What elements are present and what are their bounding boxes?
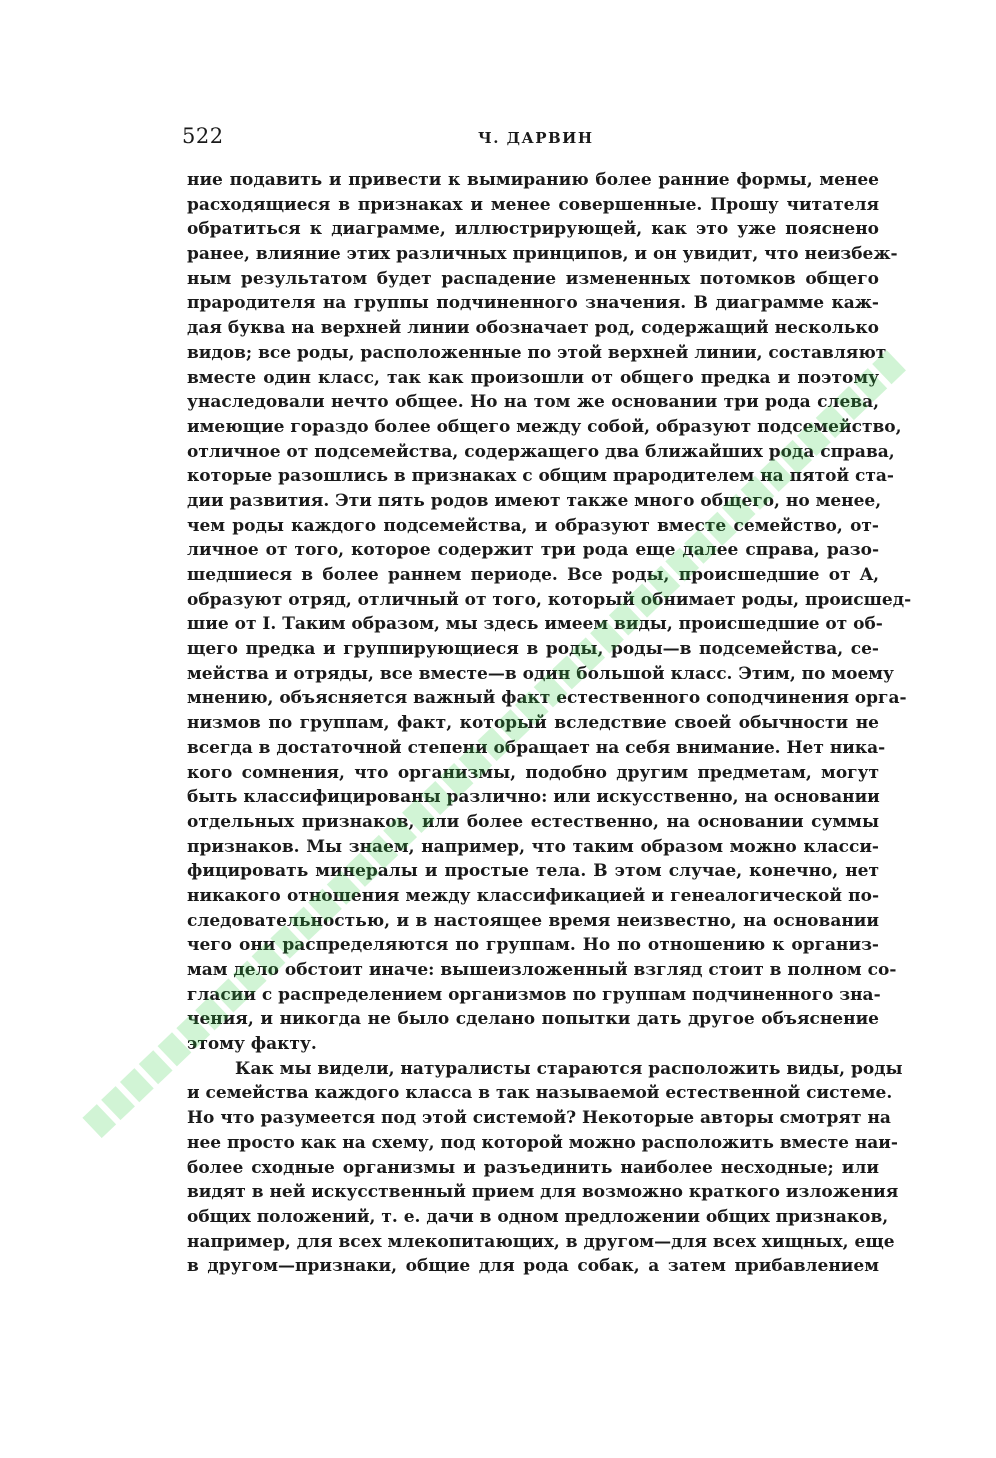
text-line: вместе один класс, так как произошли от общего предка и поэтому [187, 367, 879, 388]
text-line: видят в ней искусственный прием для возможно краткого изложения [187, 1182, 899, 1203]
text-line: этому факту. [187, 1034, 317, 1055]
text-line: обратиться к диаграмме, иллюстрирующей, как это уже пояснено [187, 219, 879, 240]
text-line: быть классифицированы различно: или искусственно, на основании [187, 787, 880, 808]
paragraph-1 [187, 168, 912, 1057]
text-line: гласии с распределением организмов по группам подчиненного зна- [187, 984, 881, 1005]
text-line: имеющие гораздо более общего между собой, образуют подсемейство, [187, 416, 902, 437]
text-line: дая буква на верхней линии обозначает род, содержащий несколько [187, 318, 879, 339]
text-line: фицировать минералы и простые тела. В этом случае, конечно, нет [187, 861, 879, 882]
text-line: шедшиеся в более раннем периоде. Все роды, происшедшие от A, [187, 565, 879, 585]
text-line: ным результатом будет распадение измененных потомков общего [187, 268, 879, 289]
paragraph-2 [187, 1057, 903, 1279]
text-line: образуют отряд, отличный от того, который обнимает роды, происшед- [187, 589, 912, 610]
text-line: личное от того, которое содержит три рода еще далее справа, разо- [187, 540, 879, 561]
text-line: чем роды каждого подсемейства, и образуют вместе семейство, от- [187, 515, 879, 536]
text-line: кого сомнения, что организмы, подобно другим предметам, могут [187, 762, 879, 783]
text-line: признаков. Мы знаем, например, что таким образом можно класси- [187, 836, 879, 857]
text-line: например, для всех млекопитающих, в другом—для всех хищных, еще [187, 1231, 895, 1252]
text-line: мнению, объясняется важный факт естественного соподчинения орга- [187, 688, 907, 709]
text-line: Как мы видели, натуралисты стараются расположить виды, роды [235, 1058, 903, 1079]
text-line: прародителя на группы подчиненного значения. В диаграмме каж- [187, 293, 879, 314]
text-line: мам дело обстоит иначе: вышеизложенный взгляд стоит в полном со- [187, 960, 897, 980]
text-line: в другом—признаки, общие для рода собак, а затем прибавлением [187, 1256, 879, 1277]
text-line: низмов по группам, факт, который вследствие своей обычности не [187, 713, 879, 734]
text-line: шие от I. Таким образом, мы здесь имеем виды, происшедшие от об- [187, 614, 883, 635]
text-line: унаследовали нечто общее. Но на том же основании три рода слева, [187, 392, 879, 413]
watermark-block [82, 1104, 116, 1138]
text-line: всегда в достаточной степени обращает на себя внимание. Нет ника- [187, 737, 886, 758]
running-head: Ч. ДАРВИН [478, 129, 594, 147]
body-text [187, 168, 912, 1279]
text-line: общих положений, т. е. дачи в одном предложении общих признаков, [187, 1206, 889, 1227]
text-line: и семейства каждого класса в так называемой естественной системе. [187, 1083, 893, 1104]
text-line: нее просто как на схему, под которой можно расположить вместе наи- [187, 1132, 898, 1153]
text-line: которые разошлись в признаках с общим прародителем на пятой ста- [187, 466, 894, 487]
text-line: чего они распределяются по группам. Но по отношению к организ- [187, 935, 879, 956]
text-line: следовательностью, и в настоящее время неизвестно, на основании [187, 910, 879, 931]
watermark-block [120, 1068, 154, 1102]
text-line: мейства и отряды, все вместе—в один большой класс. Этим, по моему [187, 663, 894, 684]
page-number: 522 [182, 124, 224, 148]
text-line: чения, и никогда не было сделано попытки дать другое объяснение [187, 1009, 879, 1030]
text-line: расходящиеся в признаках и менее совершенные. Прошу читателя [187, 194, 879, 215]
text-line: щего предка и группирующиеся в роды, роды—в подсемейства, се- [187, 639, 879, 660]
text-line: отдельных признаков, или более естественно, на основании суммы [187, 811, 879, 832]
text-line: отличное от подсемейства, содержащего два ближайших рода справа, [187, 441, 895, 462]
text-line: ние подавить и привести к вымиранию более ранние формы, менее [187, 170, 879, 190]
text-line: ранее, влияние этих различных принципов, и он увидит, что неизбеж- [187, 244, 898, 265]
text-line: видов; все роды, расположенные по этой верхней линии, составляют [187, 342, 887, 363]
text-line: никакого отношения между классификацией и генеалогической по- [187, 885, 879, 906]
watermark-block [101, 1086, 135, 1120]
text-line: более сходные организмы и разъединить наиболее несходные; или [187, 1157, 879, 1178]
text-line: Но что разумеется под этой системой? Некоторые авторы смотрят на [187, 1108, 891, 1129]
text-line: дии развития. Эти пять родов имеют также много общего, но менее, [187, 490, 882, 511]
watermark-block [139, 1050, 173, 1084]
